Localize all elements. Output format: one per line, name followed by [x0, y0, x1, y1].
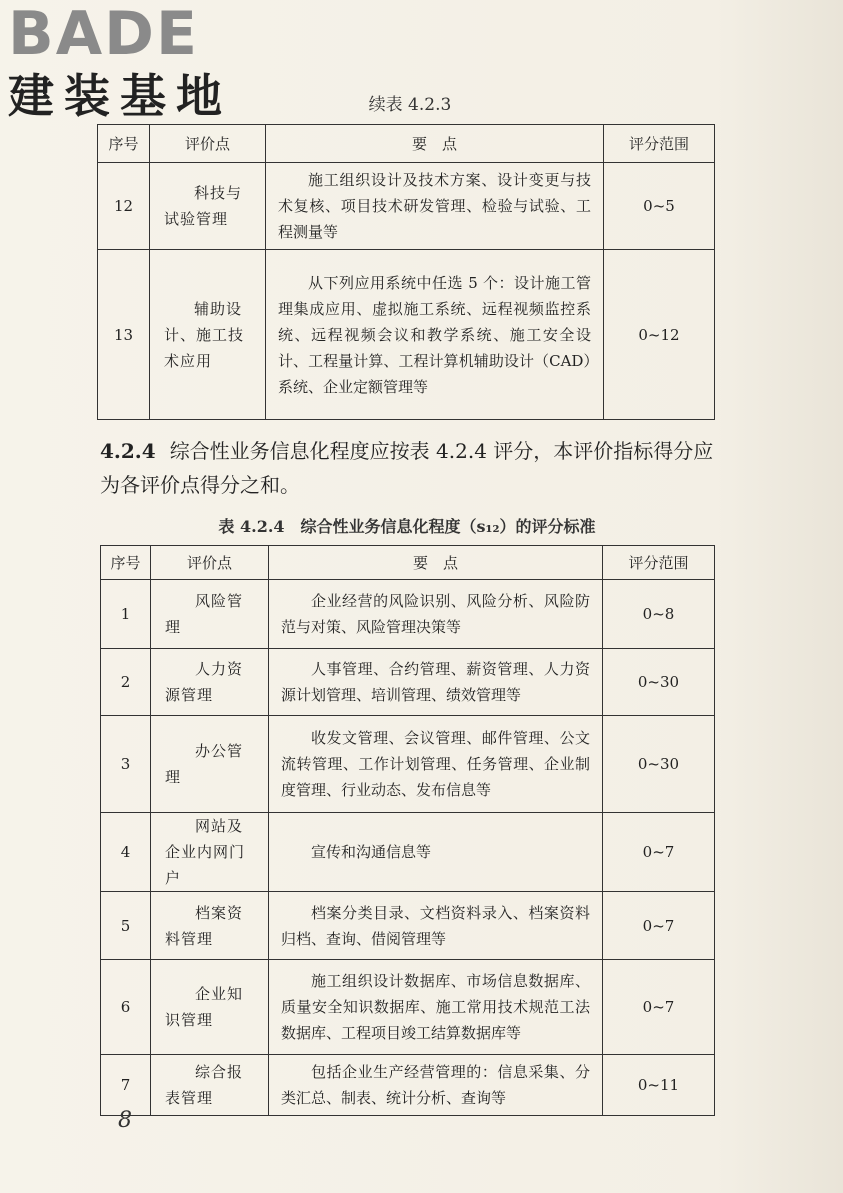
row-points: 企业经营的风险识别、风险分析、风险防范与对策、风险管理决策等: [269, 580, 603, 649]
row-item: 辅助设计、施工技术应用: [150, 250, 266, 420]
table-row: [101, 716, 715, 813]
row-item: 办公管理: [151, 716, 269, 813]
brand-logo: [8, 0, 248, 124]
row-no: 4: [101, 813, 151, 892]
row-item: 科技与试验管理: [150, 163, 266, 250]
header-range: 评分范围: [603, 546, 715, 580]
row-points: 宣传和沟通信息等: [269, 813, 603, 892]
table1-caption: 续表 4.2.3: [368, 95, 452, 115]
row-points: 收发文管理、会议管理、邮件管理、公文流转管理、工作计划管理、任务管理、企业制度管理、行业动态、发布信息等: [269, 716, 603, 813]
row-no: 5: [101, 892, 151, 960]
header-item: 评价点: [151, 546, 269, 580]
row-points: 人事管理、合约管理、薪资管理、人力资源计划管理、培训管理、绩效管理等: [269, 649, 603, 716]
row-range: 0~30: [603, 716, 715, 813]
row-item: 企业知识管理: [151, 960, 269, 1055]
row-points: 从下列应用系统中任选 5 个：设计施工管理集成应用、虚拟施工系统、远程视频监控系统、远程视频会议和教学系统、施工安全设计、工程量计算、工程计算机辅助设计（CAD）系统、企业定额管理等: [266, 250, 604, 420]
header-no: 序号: [101, 546, 151, 580]
row-range: 0~7: [603, 813, 715, 892]
row-range: 0~12: [604, 250, 715, 420]
row-range: 0~7: [603, 892, 715, 960]
table-row: [101, 892, 715, 960]
table-row: [101, 649, 715, 716]
table2-caption: 表 4.2.4 综合性业务信息化程度（s₁₂）的评分标准: [218, 517, 596, 536]
header-item: 评价点: [150, 125, 266, 163]
section-number: 4.2.4: [100, 439, 156, 463]
row-item: 档案资料管理: [151, 892, 269, 960]
row-points: 施工组织设计及技术方案、设计变更与技术复核、项目技术研发管理、检验与试验、工程测量等: [266, 163, 604, 250]
table-row: [101, 960, 715, 1055]
table-row: [101, 580, 715, 649]
table-row: [98, 163, 715, 250]
row-item: 综合报表管理: [151, 1055, 269, 1116]
row-no: 2: [101, 649, 151, 716]
row-no: 6: [101, 960, 151, 1055]
table-row: [101, 1055, 715, 1116]
row-no: 1: [101, 580, 151, 649]
logo-subtitle: 建装基地: [8, 69, 232, 123]
table-header-row: [98, 125, 715, 163]
row-range: 0~5: [604, 163, 715, 250]
table-4-2-3-continued: [97, 124, 715, 420]
table-header-row: [101, 546, 715, 580]
row-points: 档案分类目录、文档资料录入、档案资料归档、查询、借阅管理等: [269, 892, 603, 960]
table-row: [98, 250, 715, 420]
row-item: 风险管理: [151, 580, 269, 649]
table-4-2-4: [100, 545, 715, 1116]
row-no: 7: [101, 1055, 151, 1116]
row-no: 13: [98, 250, 150, 420]
row-no: 3: [101, 716, 151, 813]
row-points: 包括企业生产经营管理的：信息采集、分类汇总、制表、统计分析、查询等: [269, 1055, 603, 1116]
row-range: 0~8: [603, 580, 715, 649]
row-range: 0~11: [603, 1055, 715, 1116]
row-points: 施工组织设计数据库、市场信息数据库、质量安全知识数据库、施工常用技术规范工法数据库、工程项目竣工结算数据库等: [269, 960, 603, 1055]
row-no: 12: [98, 163, 150, 250]
header-points: 要 点: [266, 125, 604, 163]
page-number: 8: [118, 1108, 132, 1133]
header-points: 要 点: [269, 546, 603, 580]
section-paragraph: [100, 434, 718, 502]
logo-brand-text: BADE: [8, 0, 199, 69]
row-range: 0~7: [603, 960, 715, 1055]
section-text: 综合性业务信息化程度应按表 4.2.4 评分，本评价指标得分应为各评价点得分之和。: [100, 439, 714, 497]
header-range: 评分范围: [604, 125, 715, 163]
row-range: 0~30: [603, 649, 715, 716]
table-row: [101, 813, 715, 892]
row-item: 网站及企业内网门户: [151, 813, 269, 892]
header-no: 序号: [98, 125, 150, 163]
row-item: 人力资源管理: [151, 649, 269, 716]
